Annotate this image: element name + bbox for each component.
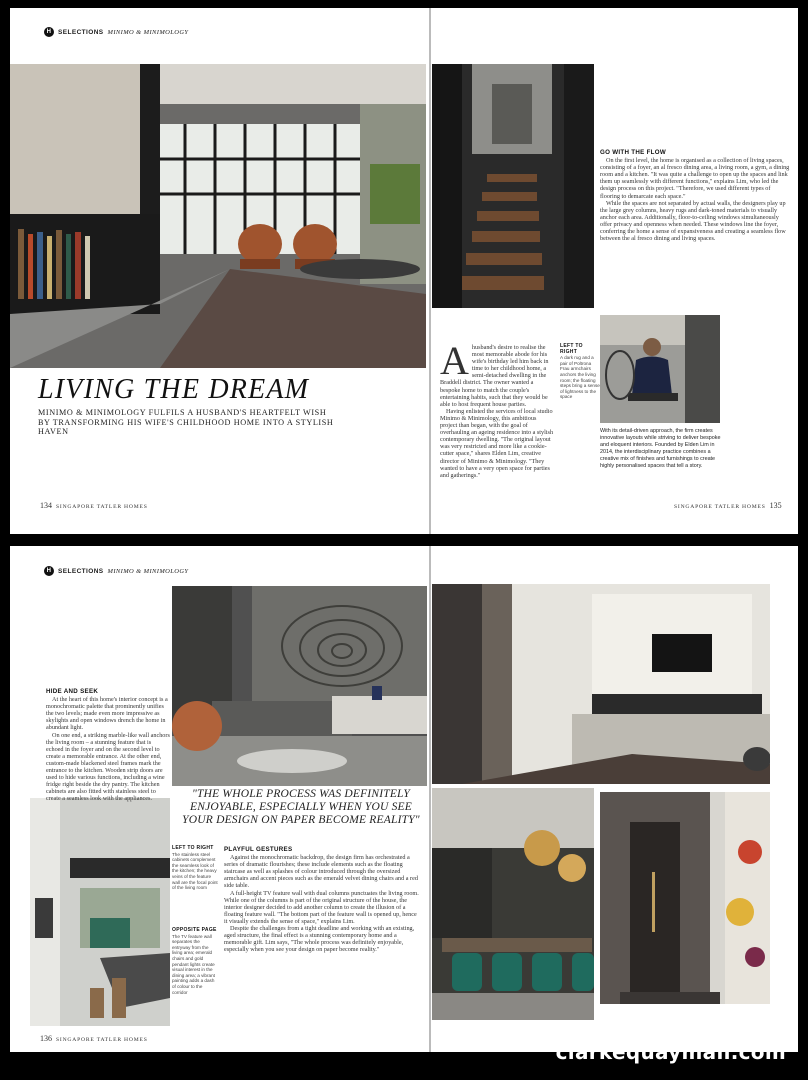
playful-section [224, 846, 420, 953]
intro-paragraph-1: husband's desire to realise the most memorable abode for his wife's birthday led him back in time to her childhood home, a semi-detached dwelling in the Braddell district. The owner wanted a bespoke home to match the couple's entertaining habits, such that they would be able to host frequent house parties. [440, 344, 549, 408]
flow-section [600, 149, 790, 242]
watermark-text: clarkequaymall.com [555, 1040, 786, 1064]
subsection-label: MINIMO & MINIMOLOGY [107, 567, 189, 575]
staircase-photo [432, 64, 594, 308]
page-number: 135 [769, 501, 782, 510]
article-title: LIVING THE DREAM [38, 374, 310, 405]
portrait-caption: With its detail-driven approach, the firm creates innovative layouts while striving to deliver bespoke and eloquent interiors. Founded by Elden Lim in 2014, the interdisciplinary practice combines a creative mix of finishes and furnishings to create highly personalised spaces that tell a story. [600, 428, 721, 469]
caption-text: The stainless steel cabinets complement the seamless look of the kitchen; the heavy veins of the feature wall are the focal point of the living room [172, 851, 218, 891]
article-deck: MINIMO & MINIMOLOGY FULFILS A HUSBAND'S HEARTFELT WISH BY TRANSFORMING HIS WIFE'S CHILDHOOD HOME INTO A STYLISH HAVEN [38, 408, 334, 437]
dining-room-photo [432, 788, 594, 1020]
page-number: 134 [40, 501, 52, 510]
playful-paragraph-2: A full-height TV feature wall with dual columns punctuates the living room. While one of the columns is part of the original structure of the house, the interior designer decided to add another column to create the illusion of a floating feature wall. "The bottom part of the feature wall is opened up, hence it visually extends the sense of space," explains Lim. [224, 889, 419, 925]
flow-paragraph-2: While the spaces are not separated by actual walls, the designers play up the large grey columns, heavy rugs and dark-toned materials to visually anchor each area. Additionally, floor-to-ceiling windows simultaneously offer privacy and openness when needed. These windows line the foyer, conferring the home a sense of expansiveness and creating a seamless flow between the al fresco dining and living spaces. [600, 199, 786, 243]
caption-left-to-right [560, 344, 600, 400]
hide-heading: HIDE AND SEEK [46, 688, 99, 695]
magazine-name: SINGAPORE TATLER HOMES [674, 504, 766, 510]
page-gutter [429, 8, 431, 534]
page-number: 136 [40, 1034, 52, 1043]
section-header [44, 566, 188, 576]
magazine-name: SINGAPORE TATLER HOMES [56, 504, 148, 510]
hide-paragraph-1: At the heart of this home's interior concept is a monochromatic palette that prominently unifies the two levels; made even more impressive as skylights and open windows drench the home in abundant light. [46, 696, 168, 732]
hide-paragraph-2: On one end, a striking marble-like wall anchors the living room – a stunning feature that is echoed in the foyer and on the second level to create a memorable entrance. At the other end, custom-made blackened steel frames mark the entrance to the kitchen. Wooden strip doors are used to hide various functions, including a wine fridge right beside the dry pantry. The kitchen cabinets are also fitted with stainless steel to create a seamless look with the appliances. [46, 731, 170, 803]
section-label: SELECTIONS [58, 567, 104, 575]
caption-title: LEFT TO RIGHT [560, 343, 583, 355]
caption-text: The TV feature wall separates the entryway from the living area; emerald chairs and gold pendant lights create visual interest in the dining area; a vibrant painting adds a dash of colour to the corridor [172, 933, 215, 995]
corridor-photo [600, 792, 770, 1004]
subsection-label: MINIMO & MINIMOLOGY [107, 28, 189, 36]
playful-paragraph-3: Despite the challenges from a tight deadline and working with an existing, aged structure, the final effect is a stunning contemporary home and a memorable gift. Lim says, "The whole process was definitely enjoyable, especially when you see your design on paper become reality." [224, 925, 415, 954]
caption-title: LEFT TO RIGHT [172, 845, 214, 851]
magazine-spread-1 [10, 8, 798, 534]
flow-paragraph-1: On the first level, the home is organised as a collection of living spaces, consisting of a foyer, an al fresco dining area, a living room, a gym, a dining room and a kitchen. "It was quite a challenge to open up the spaces and link them up seamlessly with different functions," explains Lim, who led the design process on this project. "Therefore, we used different types of flooring to demarcate each space." [600, 157, 790, 200]
marble-living-room-photo [172, 586, 427, 786]
pull-quote: "THE WHOLE PROCESS WAS DEFINITELY ENJOYABLE, ESPECIALLY WHEN YOU SEE YOUR DESIGN ON PAPER BECOME REALITY" [182, 788, 420, 826]
folio-136 [40, 1034, 148, 1043]
page-gutter [429, 546, 431, 1052]
intro-text [440, 338, 554, 479]
folio-134 [40, 501, 148, 510]
tv-feature-wall-photo [432, 584, 770, 784]
tatler-logo-icon: H [44, 27, 54, 37]
section-label: SELECTIONS [58, 28, 104, 36]
living-room-photo [10, 64, 426, 368]
caption-opposite-page [172, 928, 218, 995]
caption-left-to-right [172, 846, 218, 891]
flow-heading: GO WITH THE FLOW [600, 149, 666, 156]
playful-heading: PLAYFUL GESTURES [224, 846, 293, 853]
tatler-logo-icon: H [44, 566, 54, 576]
magazine-spread-2 [10, 546, 798, 1052]
kitchen-photo [30, 798, 170, 1026]
section-header [44, 27, 188, 37]
playful-paragraph-1: Against the monochromatic backdrop, the design firm has orchestrated a series of dramatic flourishes; these include elements such as the floating staircase as well as splashes of colour introduced through the oversized armchairs and accent pieces such as the emerald velvet dining chairs and a red side table. [224, 854, 418, 890]
drop-cap: A [440, 338, 469, 383]
folio-135 [674, 501, 782, 510]
intro-paragraph-2: Having enlisted the services of local studio Minimo & Minimology, this ambitious project than began, with the goal of overhauling an ageing residence into a stylish contemporary dwelling. "The original layout was very restricted and more like a cookie-cutter space," shares Elden Lim, creative director of Minimo & Minimology. "They wanted to have a very open space for parties and gatherings." [440, 407, 554, 479]
designer-portrait-photo [600, 315, 720, 423]
magazine-name: SINGAPORE TATLER HOMES [56, 1037, 148, 1043]
caption-text: A dark rug and a pair of Poltrona Frau armchairs anchors the living room; the floating steps bring a sense of lightness to the space [560, 355, 600, 400]
hide-section [46, 688, 170, 803]
caption-title: OPPOSITE PAGE [172, 927, 217, 933]
